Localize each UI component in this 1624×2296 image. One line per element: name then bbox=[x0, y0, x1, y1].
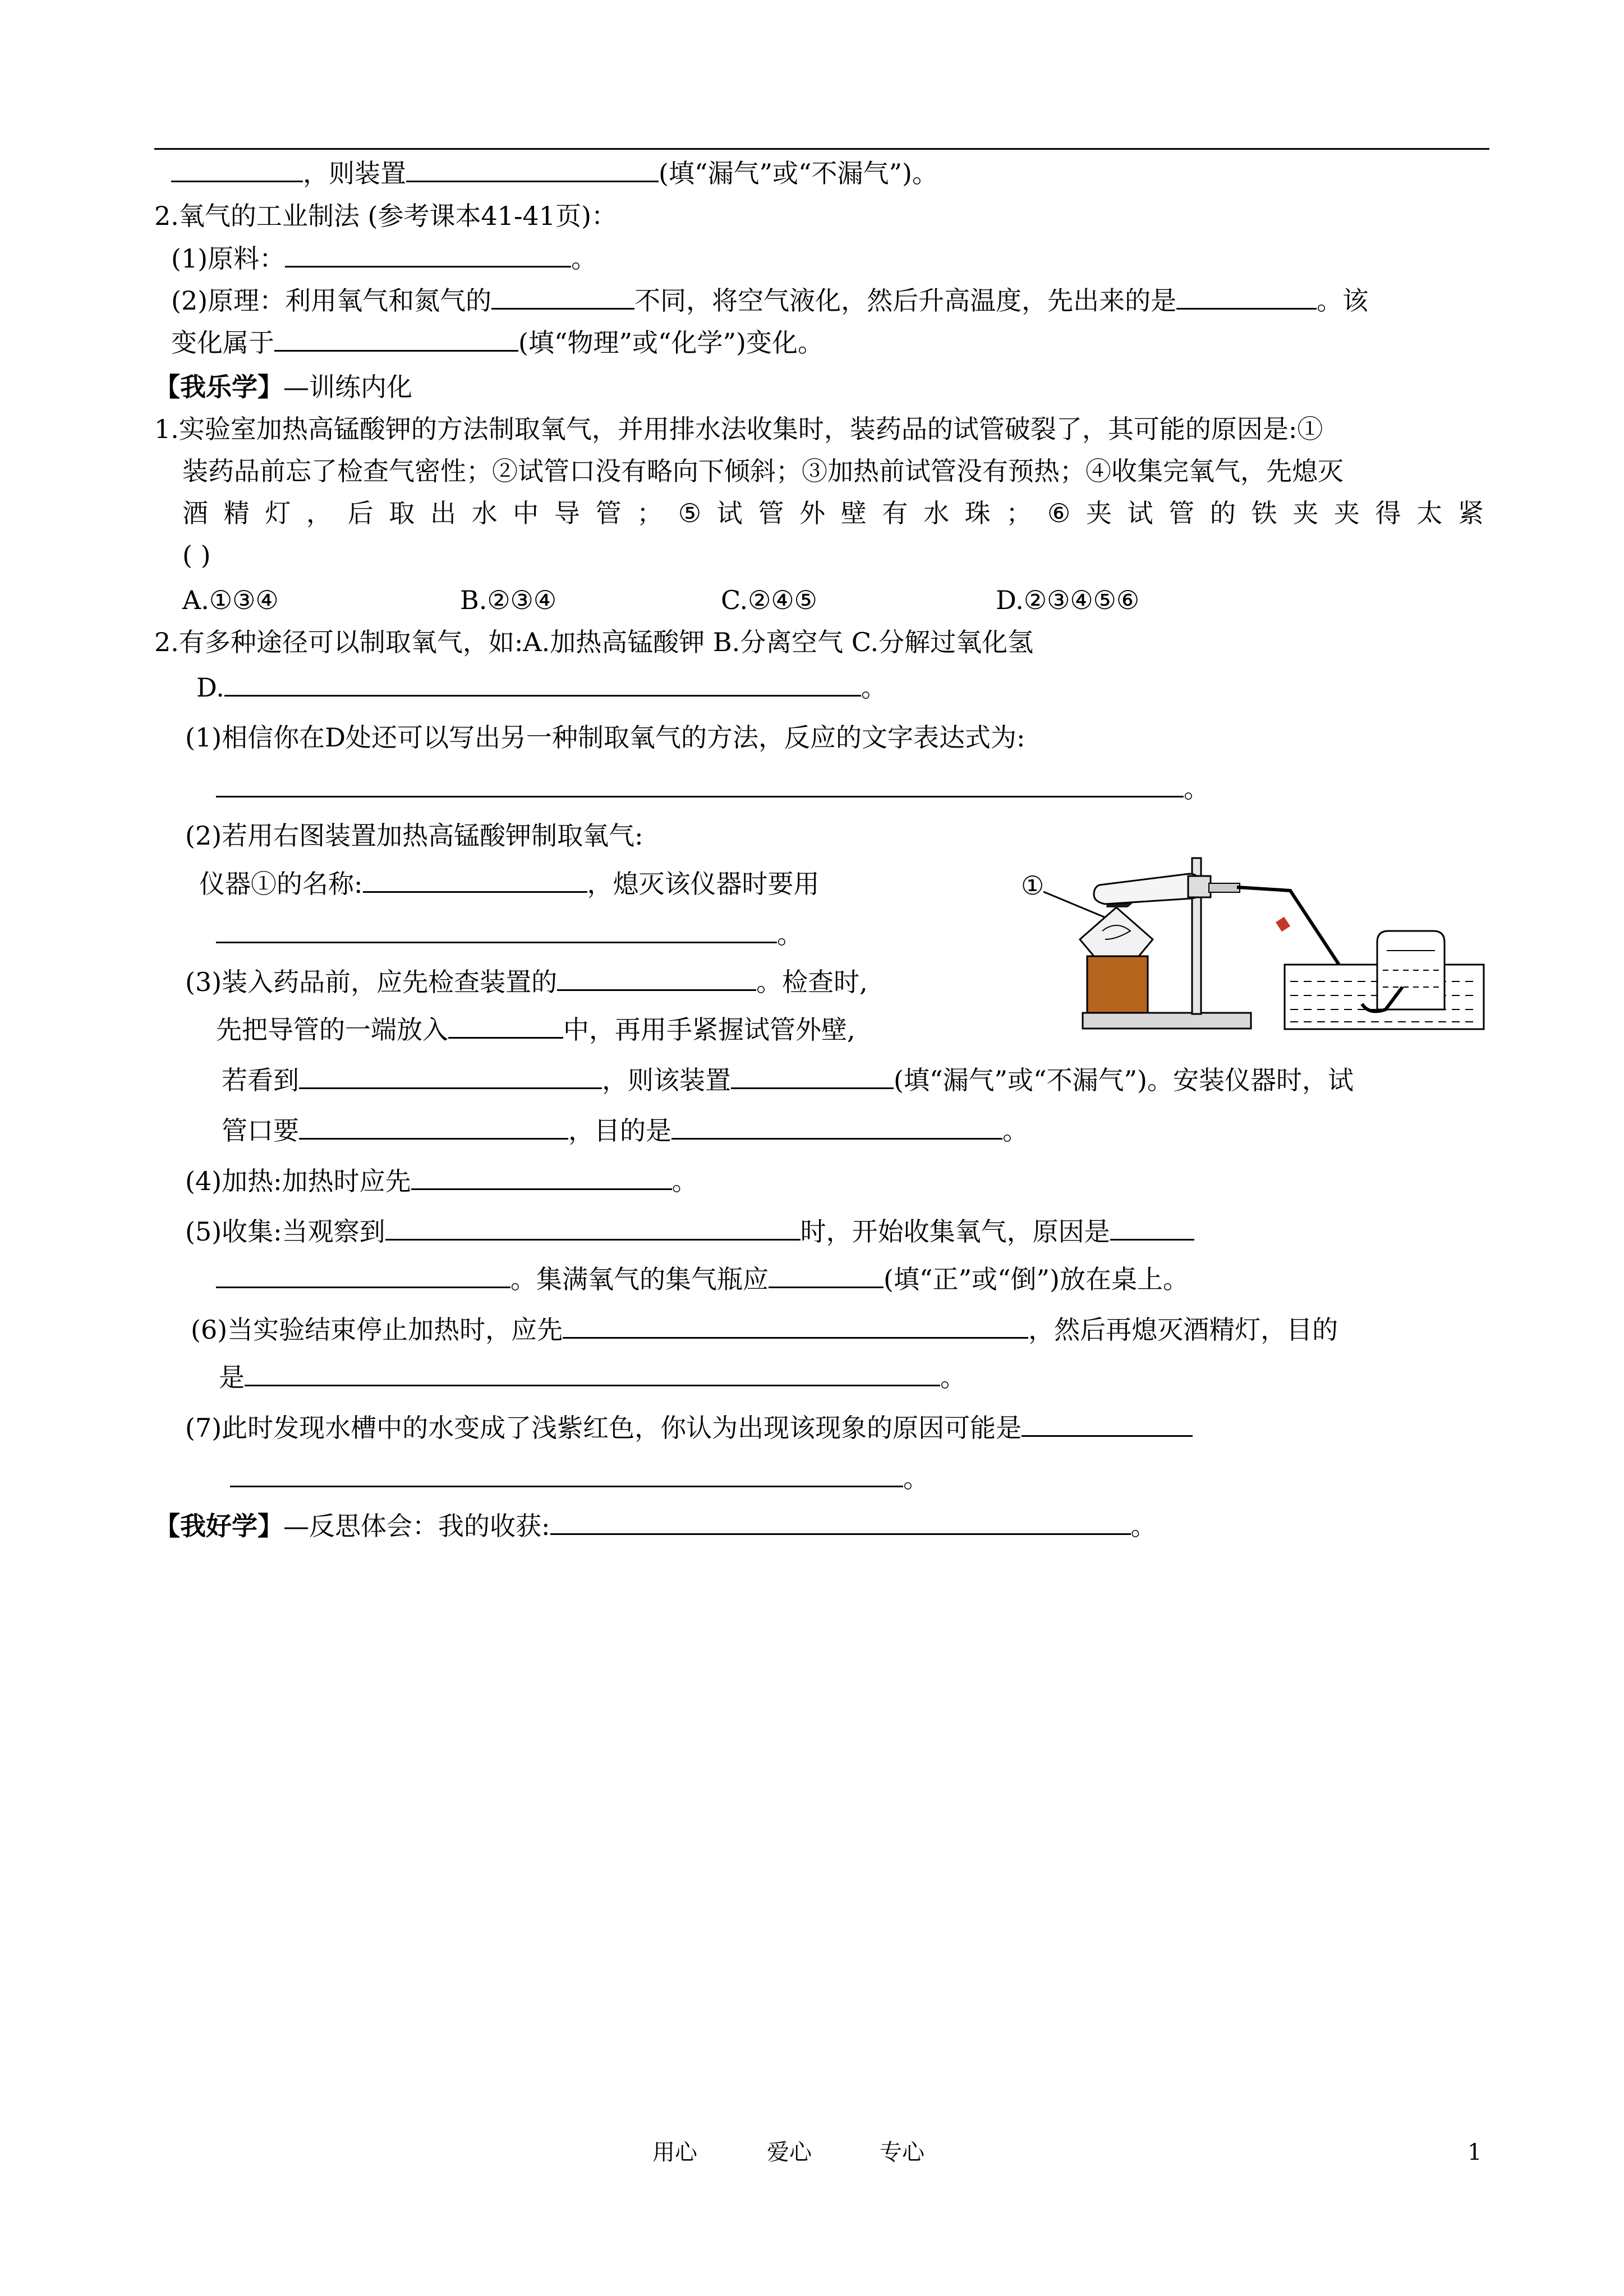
q1-line-3-char: 水 bbox=[923, 498, 950, 528]
q1-option-a[interactable]: A.①③④ bbox=[182, 585, 279, 615]
text: ，然后再熄灭酒精灯，目的 bbox=[1028, 1315, 1338, 1345]
section-subtitle: —训练内化 bbox=[283, 372, 412, 402]
blank[interactable] bbox=[557, 965, 756, 991]
text: (3)装入药品前，应先检查装置的 bbox=[185, 967, 558, 997]
page-number: 1 bbox=[1467, 2140, 1482, 2165]
blank[interactable] bbox=[363, 866, 587, 893]
text: 。 bbox=[777, 919, 803, 949]
text: 。 bbox=[1184, 773, 1209, 804]
text: (1)原料： bbox=[171, 243, 286, 274]
q1-line-3-char: 灯 bbox=[265, 498, 291, 528]
q1-line-3-char: 夹 bbox=[1085, 498, 1112, 528]
blank[interactable] bbox=[216, 1262, 510, 1288]
tube-clamp bbox=[1188, 876, 1211, 897]
alcohol-lamp bbox=[1080, 907, 1153, 956]
section-reflect bbox=[154, 1509, 1157, 1543]
q1-line-3-char: 出 bbox=[430, 498, 456, 528]
text: (填“漏气”或“不漏气”)。安装仪器时，试 bbox=[894, 1065, 1354, 1095]
text: (6)当实验结束停止加热时，应先 bbox=[191, 1315, 563, 1345]
q2-part-2-a bbox=[199, 866, 820, 901]
text: 仪器①的名称: bbox=[199, 869, 363, 899]
q1-line-3-char: 的 bbox=[1209, 498, 1236, 528]
q1-line-3-char: 紧 bbox=[1457, 498, 1484, 528]
text: ，则该装置 bbox=[602, 1065, 731, 1095]
q1-line-3-char: 壁 bbox=[840, 498, 867, 528]
blank[interactable] bbox=[299, 1063, 602, 1089]
text: 不同，将空气液化，然后升高温度，先出来的是 bbox=[634, 285, 1177, 316]
q2-part-6-b bbox=[219, 1360, 966, 1394]
apparatus-diagram bbox=[1010, 841, 1492, 1049]
text: 。 bbox=[940, 1362, 966, 1393]
text: 变化属于 bbox=[171, 328, 274, 358]
blank[interactable] bbox=[406, 156, 659, 182]
section-title: 【我乐学】 bbox=[154, 372, 283, 402]
text: (填“物理”或“化学”)变化。 bbox=[518, 328, 823, 358]
wooden-block bbox=[1087, 956, 1148, 1013]
text: (填“漏气”或“不漏气”)。 bbox=[659, 158, 938, 188]
clamp-arm bbox=[1209, 883, 1240, 892]
blank[interactable] bbox=[550, 1509, 1131, 1535]
q2-part-7-a bbox=[185, 1410, 1193, 1445]
q1-line-3-char: ； bbox=[1006, 498, 1032, 528]
industrial-item-1 bbox=[171, 241, 597, 275]
q2-part-2-b bbox=[216, 917, 803, 951]
q1-line-3-char: 有 bbox=[882, 498, 908, 528]
blank[interactable] bbox=[1176, 283, 1317, 310]
q1-line-3-char: 水 bbox=[471, 498, 498, 528]
text: 先把导管的一端放入 bbox=[216, 1015, 448, 1045]
blank[interactable] bbox=[216, 771, 1184, 797]
q1-line-2: 装药品前忘了检查气密性；②试管口没有略向下倾斜；③加热前试管没有预热；④收集完氧气，先熄灭 bbox=[182, 456, 1344, 486]
text: 。 bbox=[571, 243, 597, 274]
q2-part-2: (2)若用右图装置加热高锰酸钾制取氧气: bbox=[185, 820, 643, 851]
q1-line-3-char: 管 bbox=[1168, 498, 1195, 528]
q1-line-3-char: 管 bbox=[595, 498, 622, 528]
industrial-item-2 bbox=[171, 283, 1368, 317]
q2-part-7-b bbox=[230, 1461, 929, 1495]
q2-option-d bbox=[196, 670, 887, 704]
q1-line-3-char: 珠 bbox=[964, 498, 991, 528]
text: 是 bbox=[219, 1362, 245, 1393]
text: (填“正”或“倒”)放在桌上。 bbox=[884, 1264, 1189, 1294]
industrial-title: 2.氧气的工业制法 (参考课本41-41页)： bbox=[154, 201, 618, 231]
footer-text-1: 用心 bbox=[652, 2140, 697, 2165]
q1-line-3-char: ； bbox=[637, 498, 663, 528]
text: 管口要 bbox=[222, 1115, 299, 1146]
text: ，则装置 bbox=[303, 158, 406, 188]
blank[interactable] bbox=[671, 1113, 1002, 1140]
q1-line-3-char: 试 bbox=[1127, 498, 1153, 528]
q2-part-5-a bbox=[185, 1214, 1194, 1248]
q2-part-6-a bbox=[191, 1312, 1338, 1347]
q2-part-3-d bbox=[222, 1113, 1028, 1147]
figure-label: ① bbox=[1021, 870, 1045, 901]
footer-text-3: 专心 bbox=[880, 2140, 924, 2165]
blank[interactable] bbox=[245, 1360, 940, 1386]
text: 。检查时, bbox=[756, 967, 868, 997]
q1-line-3-char: 酒 bbox=[182, 498, 208, 528]
blank[interactable] bbox=[1110, 1214, 1194, 1241]
text: 。集满氧气的集气瓶应 bbox=[510, 1264, 769, 1294]
text: 。 bbox=[1130, 1511, 1157, 1541]
blank[interactable] bbox=[769, 1262, 884, 1288]
q1-line-3-char: ⑤ bbox=[678, 498, 702, 528]
blank[interactable] bbox=[230, 1461, 903, 1487]
q1-line-3-char: 管 bbox=[758, 498, 784, 528]
test-tube bbox=[1094, 874, 1200, 904]
text: D. bbox=[196, 672, 224, 703]
text: 。 bbox=[861, 672, 887, 703]
text: ，目的是 bbox=[568, 1115, 671, 1146]
q2-part-1: (1)相信你在D处还可以写出另一种制取氧气的方法，反应的文字表达式为: bbox=[185, 722, 1025, 753]
q1-option-c[interactable]: C.②④⑤ bbox=[721, 585, 817, 615]
q1-line-3-char: 取 bbox=[389, 498, 415, 528]
blank[interactable] bbox=[171, 156, 303, 182]
q1-line-3-char: 中 bbox=[513, 498, 539, 528]
q1-line-3-char: 导 bbox=[554, 498, 580, 528]
q2-part-5-b bbox=[216, 1262, 1189, 1296]
blank[interactable] bbox=[216, 917, 777, 943]
q2-part-3-a bbox=[185, 965, 868, 999]
stand-base bbox=[1083, 1013, 1251, 1029]
header-rule bbox=[154, 148, 1489, 150]
text: (7)此时发现水槽中的水变成了浅紫红色，你认为出现该现象的原因可能是 bbox=[185, 1413, 1022, 1443]
blank[interactable] bbox=[563, 1312, 1028, 1339]
blank[interactable] bbox=[385, 1214, 801, 1241]
q1-line-3-char: ⑥ bbox=[1047, 498, 1071, 528]
q2-part-1-answer bbox=[216, 771, 1209, 805]
blank[interactable] bbox=[224, 670, 861, 697]
q1-line-3 bbox=[182, 496, 1484, 530]
header-continuation bbox=[171, 156, 938, 190]
q1-line-1: 1.实验室加热高锰酸钾的方法制取氧气，并用排水法收集时，装药品的试管破裂了，其可能的原因是:① bbox=[154, 414, 1323, 444]
q1-line-3-char: 精 bbox=[223, 498, 250, 528]
blank[interactable] bbox=[448, 1012, 563, 1039]
q1-line-3-char: ， bbox=[306, 498, 332, 528]
text: 中，再用手紧握试管外壁, bbox=[563, 1015, 855, 1045]
blank[interactable] bbox=[1022, 1410, 1193, 1437]
blank[interactable] bbox=[285, 241, 571, 268]
q2-part-3-b bbox=[216, 1012, 855, 1046]
text: ，熄灭该仪器时要用 bbox=[587, 869, 820, 899]
q1-line-3-char: 后 bbox=[347, 498, 374, 528]
text: 若看到 bbox=[222, 1065, 299, 1095]
q1-option-d[interactable]: D.②③④⑤⑥ bbox=[996, 585, 1140, 615]
text: 时，开始收集氧气，原因是 bbox=[800, 1216, 1110, 1247]
text: 。 bbox=[903, 1463, 929, 1493]
text: 。该 bbox=[1317, 285, 1369, 316]
section-text: —反思体会：我的收获: bbox=[283, 1511, 550, 1541]
q1-line-3-char: 铁 bbox=[1251, 498, 1277, 528]
q1-line-3-char: 夹 bbox=[1333, 498, 1360, 528]
rubber-tube-connector bbox=[1276, 917, 1290, 932]
text: (4)加热:加热时应先 bbox=[185, 1166, 411, 1196]
q1-line-3-char: 试 bbox=[716, 498, 743, 528]
q1-option-b[interactable]: B.②③④ bbox=[460, 585, 557, 615]
q1-answer-bracket[interactable]: ( ) bbox=[182, 540, 211, 570]
blank[interactable] bbox=[299, 1113, 568, 1140]
q2-part-4 bbox=[185, 1164, 698, 1198]
industrial-item-2-cont bbox=[171, 325, 823, 359]
blank[interactable] bbox=[491, 283, 634, 310]
footer-text-2: 爱心 bbox=[767, 2140, 812, 2165]
q1-line-3-char: 夹 bbox=[1292, 498, 1319, 528]
q1-line-3-char: 太 bbox=[1416, 498, 1443, 528]
q2-line-1: 2.有多种途径可以制取氧气，如:A.加热高锰酸钾 B.分离空气 C.分解过氧化氢 bbox=[154, 627, 1034, 657]
text: 。 bbox=[1002, 1115, 1028, 1146]
blank[interactable] bbox=[731, 1063, 894, 1089]
q1-line-3-char: 外 bbox=[799, 498, 826, 528]
section-title: 【我好学】 bbox=[154, 1511, 283, 1541]
text: (5)收集:当观察到 bbox=[185, 1216, 385, 1247]
text: (2)原理：利用氧气和氮气的 bbox=[171, 285, 492, 316]
blank[interactable] bbox=[274, 325, 518, 352]
section-learn-heading bbox=[154, 370, 412, 404]
blank[interactable] bbox=[411, 1164, 672, 1190]
q2-part-3-c bbox=[222, 1063, 1354, 1097]
q1-line-3-char: 得 bbox=[1375, 498, 1401, 528]
text: 。 bbox=[671, 1166, 698, 1196]
